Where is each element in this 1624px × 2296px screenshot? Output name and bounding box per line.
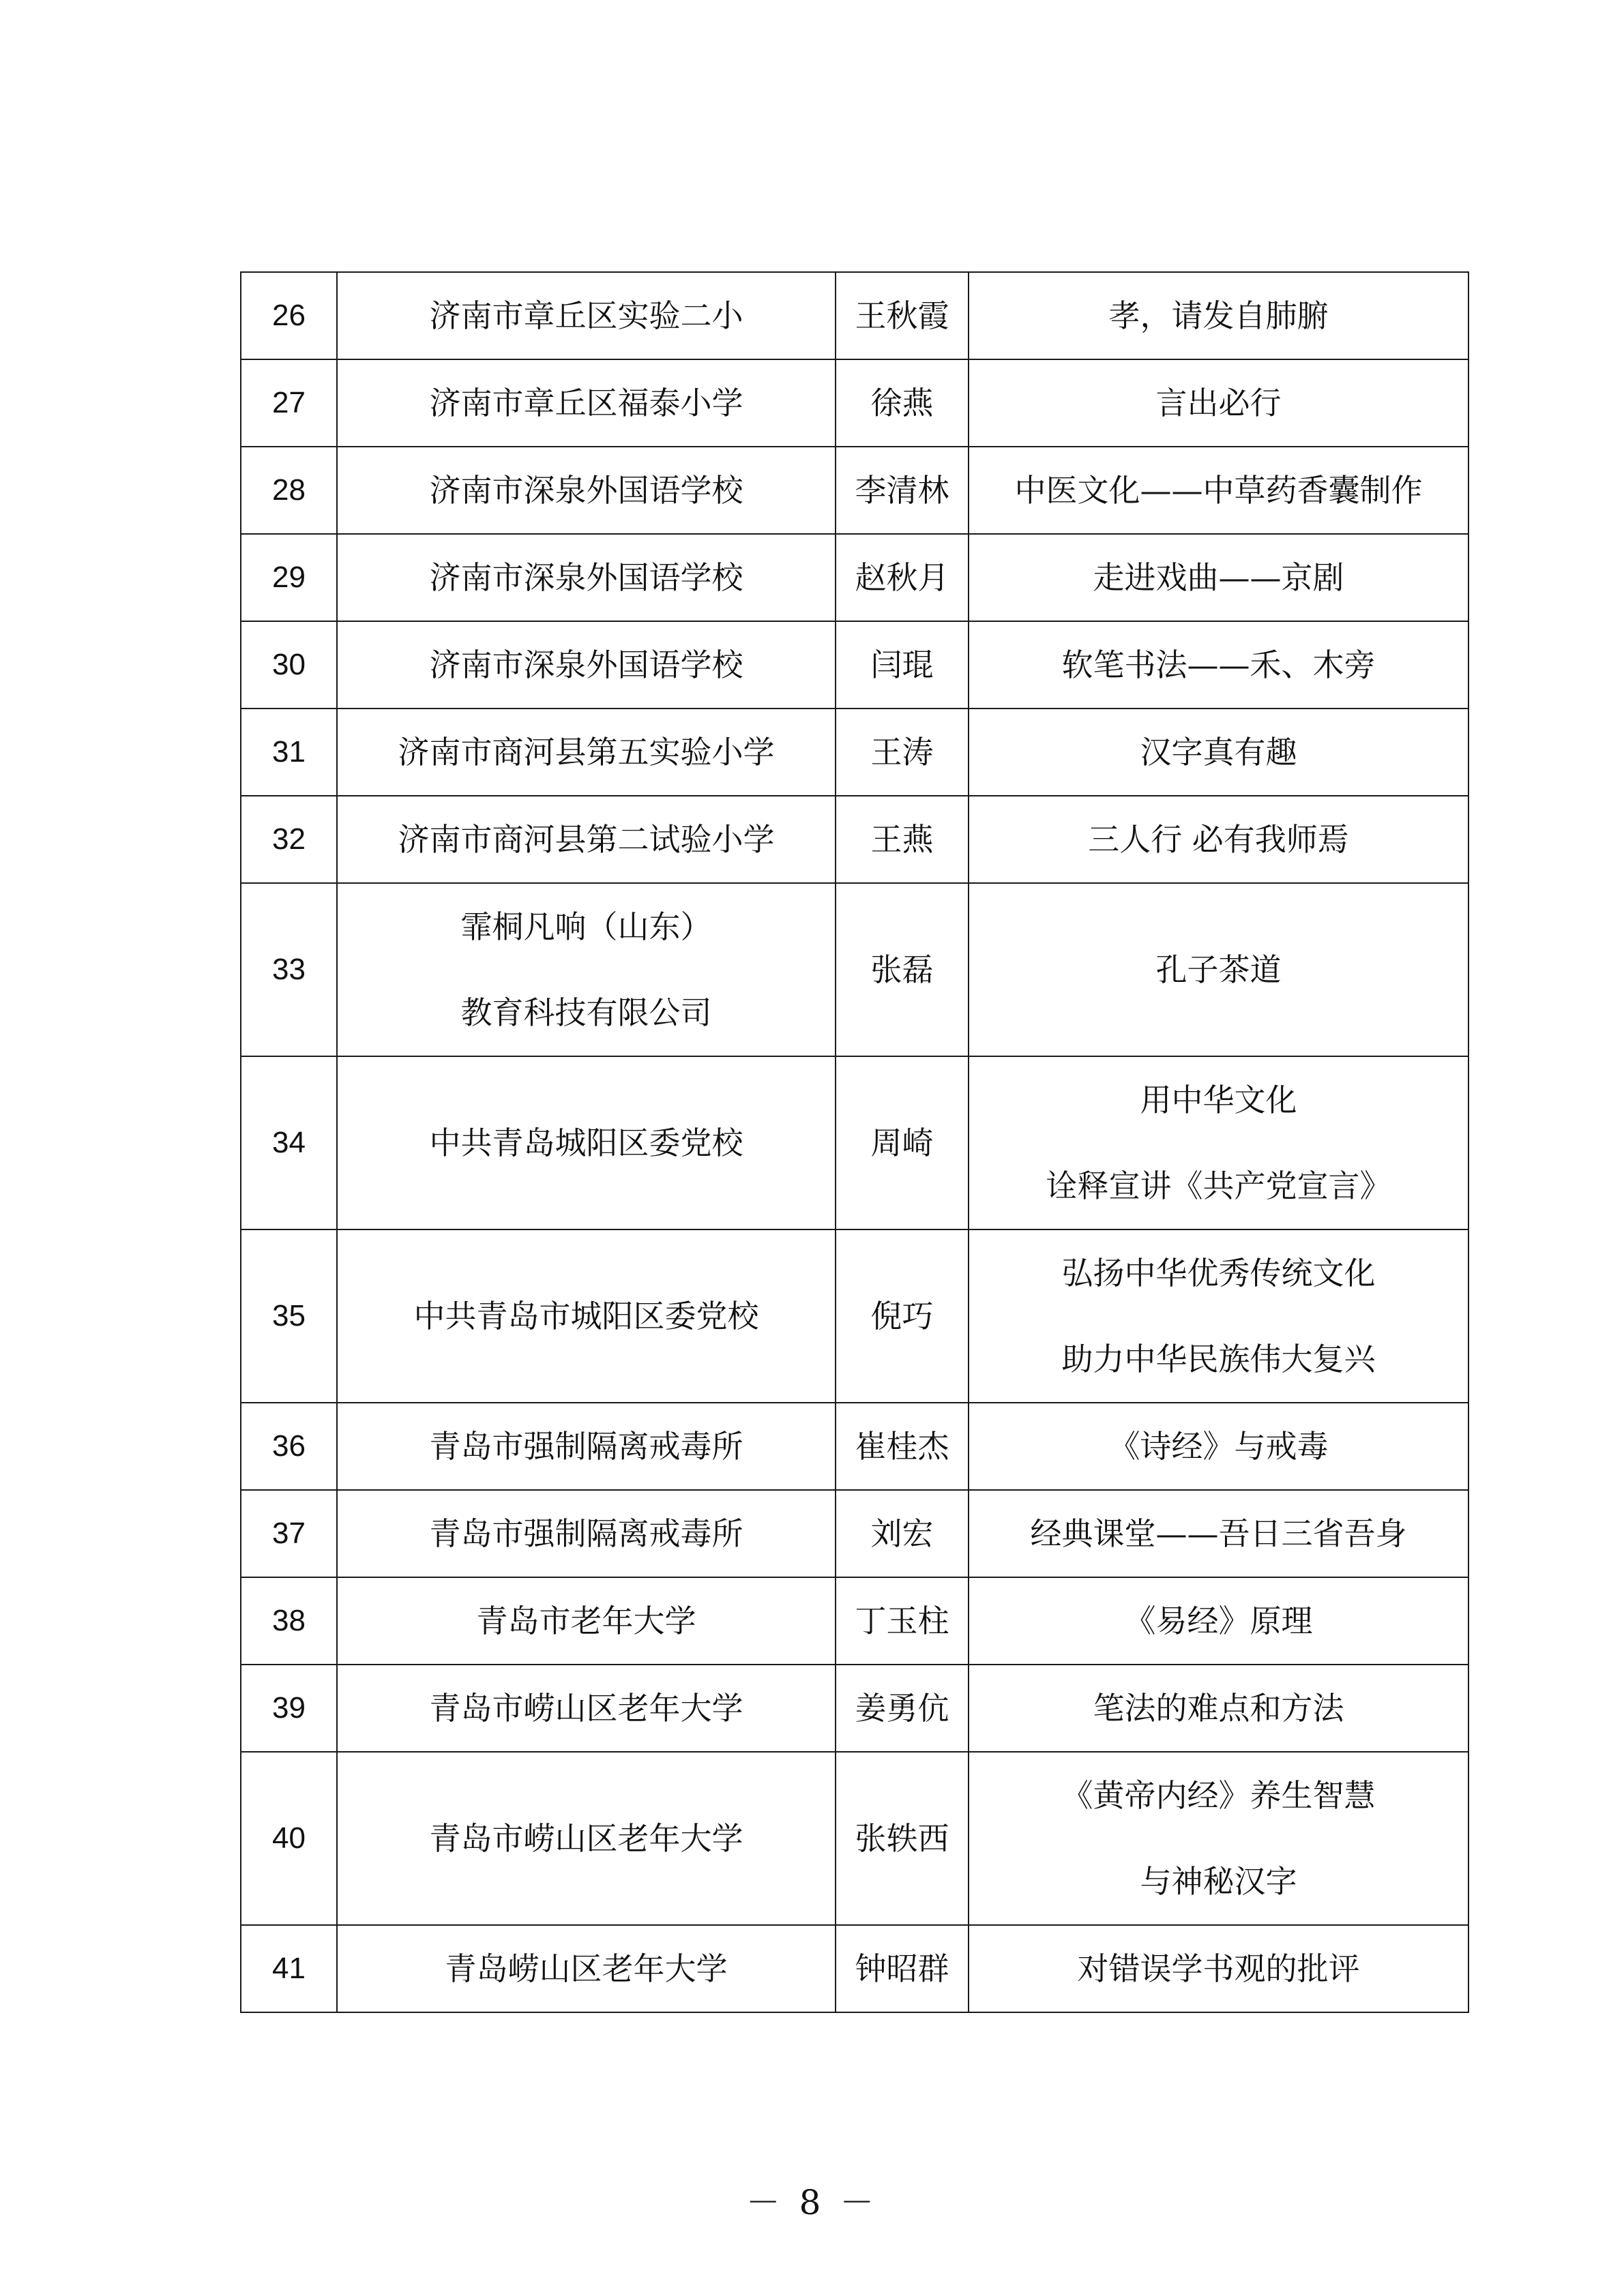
person-cell: 徐燕 bbox=[836, 359, 969, 447]
lesson-title-line: 走进戏曲——京剧 bbox=[1093, 559, 1344, 596]
lesson-title-cell bbox=[969, 883, 1468, 1056]
unit-cell bbox=[337, 1229, 836, 1403]
unit-cell bbox=[337, 447, 836, 534]
lesson-title-line: 诠释宣讲《共产党宣言》 bbox=[1046, 1167, 1391, 1204]
unit-cell bbox=[337, 1403, 836, 1490]
unit-line: 中共青岛市城阳区委党校 bbox=[413, 1298, 759, 1335]
unit-line: 青岛市老年大学 bbox=[476, 1602, 696, 1639]
row-number-cell: 28 bbox=[241, 447, 337, 534]
lesson-title-cell bbox=[969, 709, 1468, 796]
unit-cell bbox=[337, 621, 836, 709]
page-number: － 8 － bbox=[745, 2183, 879, 2222]
unit-line: 济南市商河县第二试验小学 bbox=[398, 821, 775, 858]
unit-cell bbox=[337, 359, 836, 447]
lesson-title-line: 与神秘汉字 bbox=[1140, 1863, 1297, 1900]
lesson-title-cell bbox=[969, 272, 1468, 359]
unit-cell bbox=[337, 534, 836, 621]
lesson-title-cell bbox=[969, 1403, 1468, 1490]
unit-line: 青岛市崂山区老年大学 bbox=[429, 1820, 743, 1857]
lesson-title-cell bbox=[969, 1229, 1468, 1403]
unit-line: 青岛市强制隔离戒毒所 bbox=[429, 1428, 743, 1465]
lesson-title-line: 软笔书法——禾、木旁 bbox=[1061, 646, 1376, 683]
lesson-title-line: 笔法的难点和方法 bbox=[1093, 1690, 1344, 1727]
lesson-title-line: 汉字真有趣 bbox=[1140, 734, 1297, 771]
lesson-title-line: 孔子茶道 bbox=[1155, 951, 1282, 988]
person-cell: 赵秋月 bbox=[836, 534, 969, 621]
unit-line: 济南市深泉外国语学校 bbox=[429, 472, 743, 509]
lesson-title-line: 《诗经》与戒毒 bbox=[1108, 1428, 1329, 1465]
lesson-title-line: 弘扬中华优秀传统文化 bbox=[1061, 1255, 1376, 1292]
lesson-title-cell bbox=[969, 1925, 1468, 2012]
table-row bbox=[241, 272, 1468, 359]
unit-line: 济南市商河县第五实验小学 bbox=[398, 734, 775, 771]
lesson-title-line: 助力中华民族伟大复兴 bbox=[1061, 1341, 1376, 1377]
lesson-title-line: 三人行 必有我师焉 bbox=[1088, 821, 1349, 858]
lesson-title-line: 对错误学书观的批评 bbox=[1077, 1950, 1360, 1987]
unit-cell bbox=[337, 709, 836, 796]
row-number-cell: 40 bbox=[241, 1752, 337, 1925]
person-cell: 姜勇伉 bbox=[836, 1665, 969, 1752]
lesson-title-line: 用中华文化 bbox=[1140, 1082, 1297, 1118]
row-number-cell: 33 bbox=[241, 883, 337, 1056]
unit-cell bbox=[337, 272, 836, 359]
row-number-cell: 41 bbox=[241, 1925, 337, 2012]
lesson-title-cell bbox=[969, 796, 1468, 883]
lesson-title-cell bbox=[969, 447, 1468, 534]
row-number-cell: 37 bbox=[241, 1490, 337, 1577]
unit-cell bbox=[337, 1925, 836, 2012]
lesson-title-cell bbox=[969, 1577, 1468, 1665]
person-cell: 倪巧 bbox=[836, 1229, 969, 1403]
unit-line: 教育科技有限公司 bbox=[460, 994, 712, 1031]
table-row bbox=[241, 359, 1468, 447]
lesson-title-cell bbox=[969, 359, 1468, 447]
row-number-cell: 39 bbox=[241, 1665, 337, 1752]
person-cell: 李清林 bbox=[836, 447, 969, 534]
person-cell: 崔桂杰 bbox=[836, 1403, 969, 1490]
row-number-cell: 27 bbox=[241, 359, 337, 447]
lesson-title-cell bbox=[969, 1665, 1468, 1752]
table-row bbox=[241, 883, 1468, 1056]
unit-line: 济南市章丘区福泰小学 bbox=[429, 385, 743, 421]
person-cell: 王涛 bbox=[836, 709, 969, 796]
row-number-cell: 31 bbox=[241, 709, 337, 796]
row-number-cell: 36 bbox=[241, 1403, 337, 1490]
table-row bbox=[241, 447, 1468, 534]
lesson-title-line: 中医文化——中草药香囊制作 bbox=[1014, 472, 1423, 509]
person-cell: 闫琨 bbox=[836, 621, 969, 709]
unit-line: 青岛市崂山区老年大学 bbox=[429, 1690, 743, 1727]
lesson-title-line: 《黄帝内经》养生智慧 bbox=[1061, 1777, 1376, 1814]
unit-line: 济南市深泉外国语学校 bbox=[429, 646, 743, 683]
row-number-cell: 29 bbox=[241, 534, 337, 621]
row-number-cell: 32 bbox=[241, 796, 337, 883]
unit-line: 济南市深泉外国语学校 bbox=[429, 559, 743, 596]
row-number-cell: 35 bbox=[241, 1229, 337, 1403]
unit-line: 青岛市强制隔离戒毒所 bbox=[429, 1515, 743, 1552]
lesson-title-line: 经典课堂——吾日三省吾身 bbox=[1030, 1515, 1407, 1552]
lesson-title-cell bbox=[969, 534, 1468, 621]
person-cell: 丁玉柱 bbox=[836, 1577, 969, 1665]
lesson-title-cell bbox=[969, 1752, 1468, 1925]
unit-cell bbox=[337, 1056, 836, 1229]
table-row bbox=[241, 1056, 1468, 1229]
row-number-cell: 30 bbox=[241, 621, 337, 709]
unit-cell bbox=[337, 1665, 836, 1752]
table-row bbox=[241, 1490, 1468, 1577]
unit-line: 济南市章丘区实验二小 bbox=[429, 297, 743, 334]
row-number-cell: 38 bbox=[241, 1577, 337, 1665]
person-cell: 张磊 bbox=[836, 883, 969, 1056]
unit-line: 青岛崂山区老年大学 bbox=[445, 1950, 728, 1987]
table-row bbox=[241, 709, 1468, 796]
table-row bbox=[241, 1665, 1468, 1752]
unit-cell bbox=[337, 1752, 836, 1925]
person-cell: 刘宏 bbox=[836, 1490, 969, 1577]
lesson-title-cell bbox=[969, 621, 1468, 709]
table-row bbox=[241, 621, 1468, 709]
row-number-cell: 34 bbox=[241, 1056, 337, 1229]
lesson-title-line: 《易经》原理 bbox=[1124, 1602, 1313, 1639]
table-body bbox=[241, 272, 1468, 2012]
unit-cell bbox=[337, 1490, 836, 1577]
person-cell: 王燕 bbox=[836, 796, 969, 883]
award-list-table-container bbox=[240, 271, 1468, 2013]
person-cell: 钟昭群 bbox=[836, 1925, 969, 2012]
lesson-title-line: 言出必行 bbox=[1155, 385, 1282, 421]
table-row bbox=[241, 796, 1468, 883]
person-cell: 王秋霞 bbox=[836, 272, 969, 359]
unit-line: 霏桐凡响（山东） bbox=[460, 908, 712, 945]
lesson-title-line: 孝，请发自肺腑 bbox=[1108, 297, 1329, 334]
award-list-table bbox=[240, 271, 1469, 2013]
table-row bbox=[241, 1577, 1468, 1665]
table-row bbox=[241, 1229, 1468, 1403]
lesson-title-cell bbox=[969, 1056, 1468, 1229]
unit-cell bbox=[337, 883, 836, 1056]
table-row bbox=[241, 534, 1468, 621]
unit-line: 中共青岛城阳区委党校 bbox=[429, 1124, 743, 1161]
person-cell: 张轶西 bbox=[836, 1752, 969, 1925]
table-row bbox=[241, 1752, 1468, 1925]
row-number-cell: 26 bbox=[241, 272, 337, 359]
table-row bbox=[241, 1925, 1468, 2012]
person-cell: 周崎 bbox=[836, 1056, 969, 1229]
table-row bbox=[241, 1403, 1468, 1490]
unit-cell bbox=[337, 796, 836, 883]
lesson-title-cell bbox=[969, 1490, 1468, 1577]
unit-cell bbox=[337, 1577, 836, 1665]
